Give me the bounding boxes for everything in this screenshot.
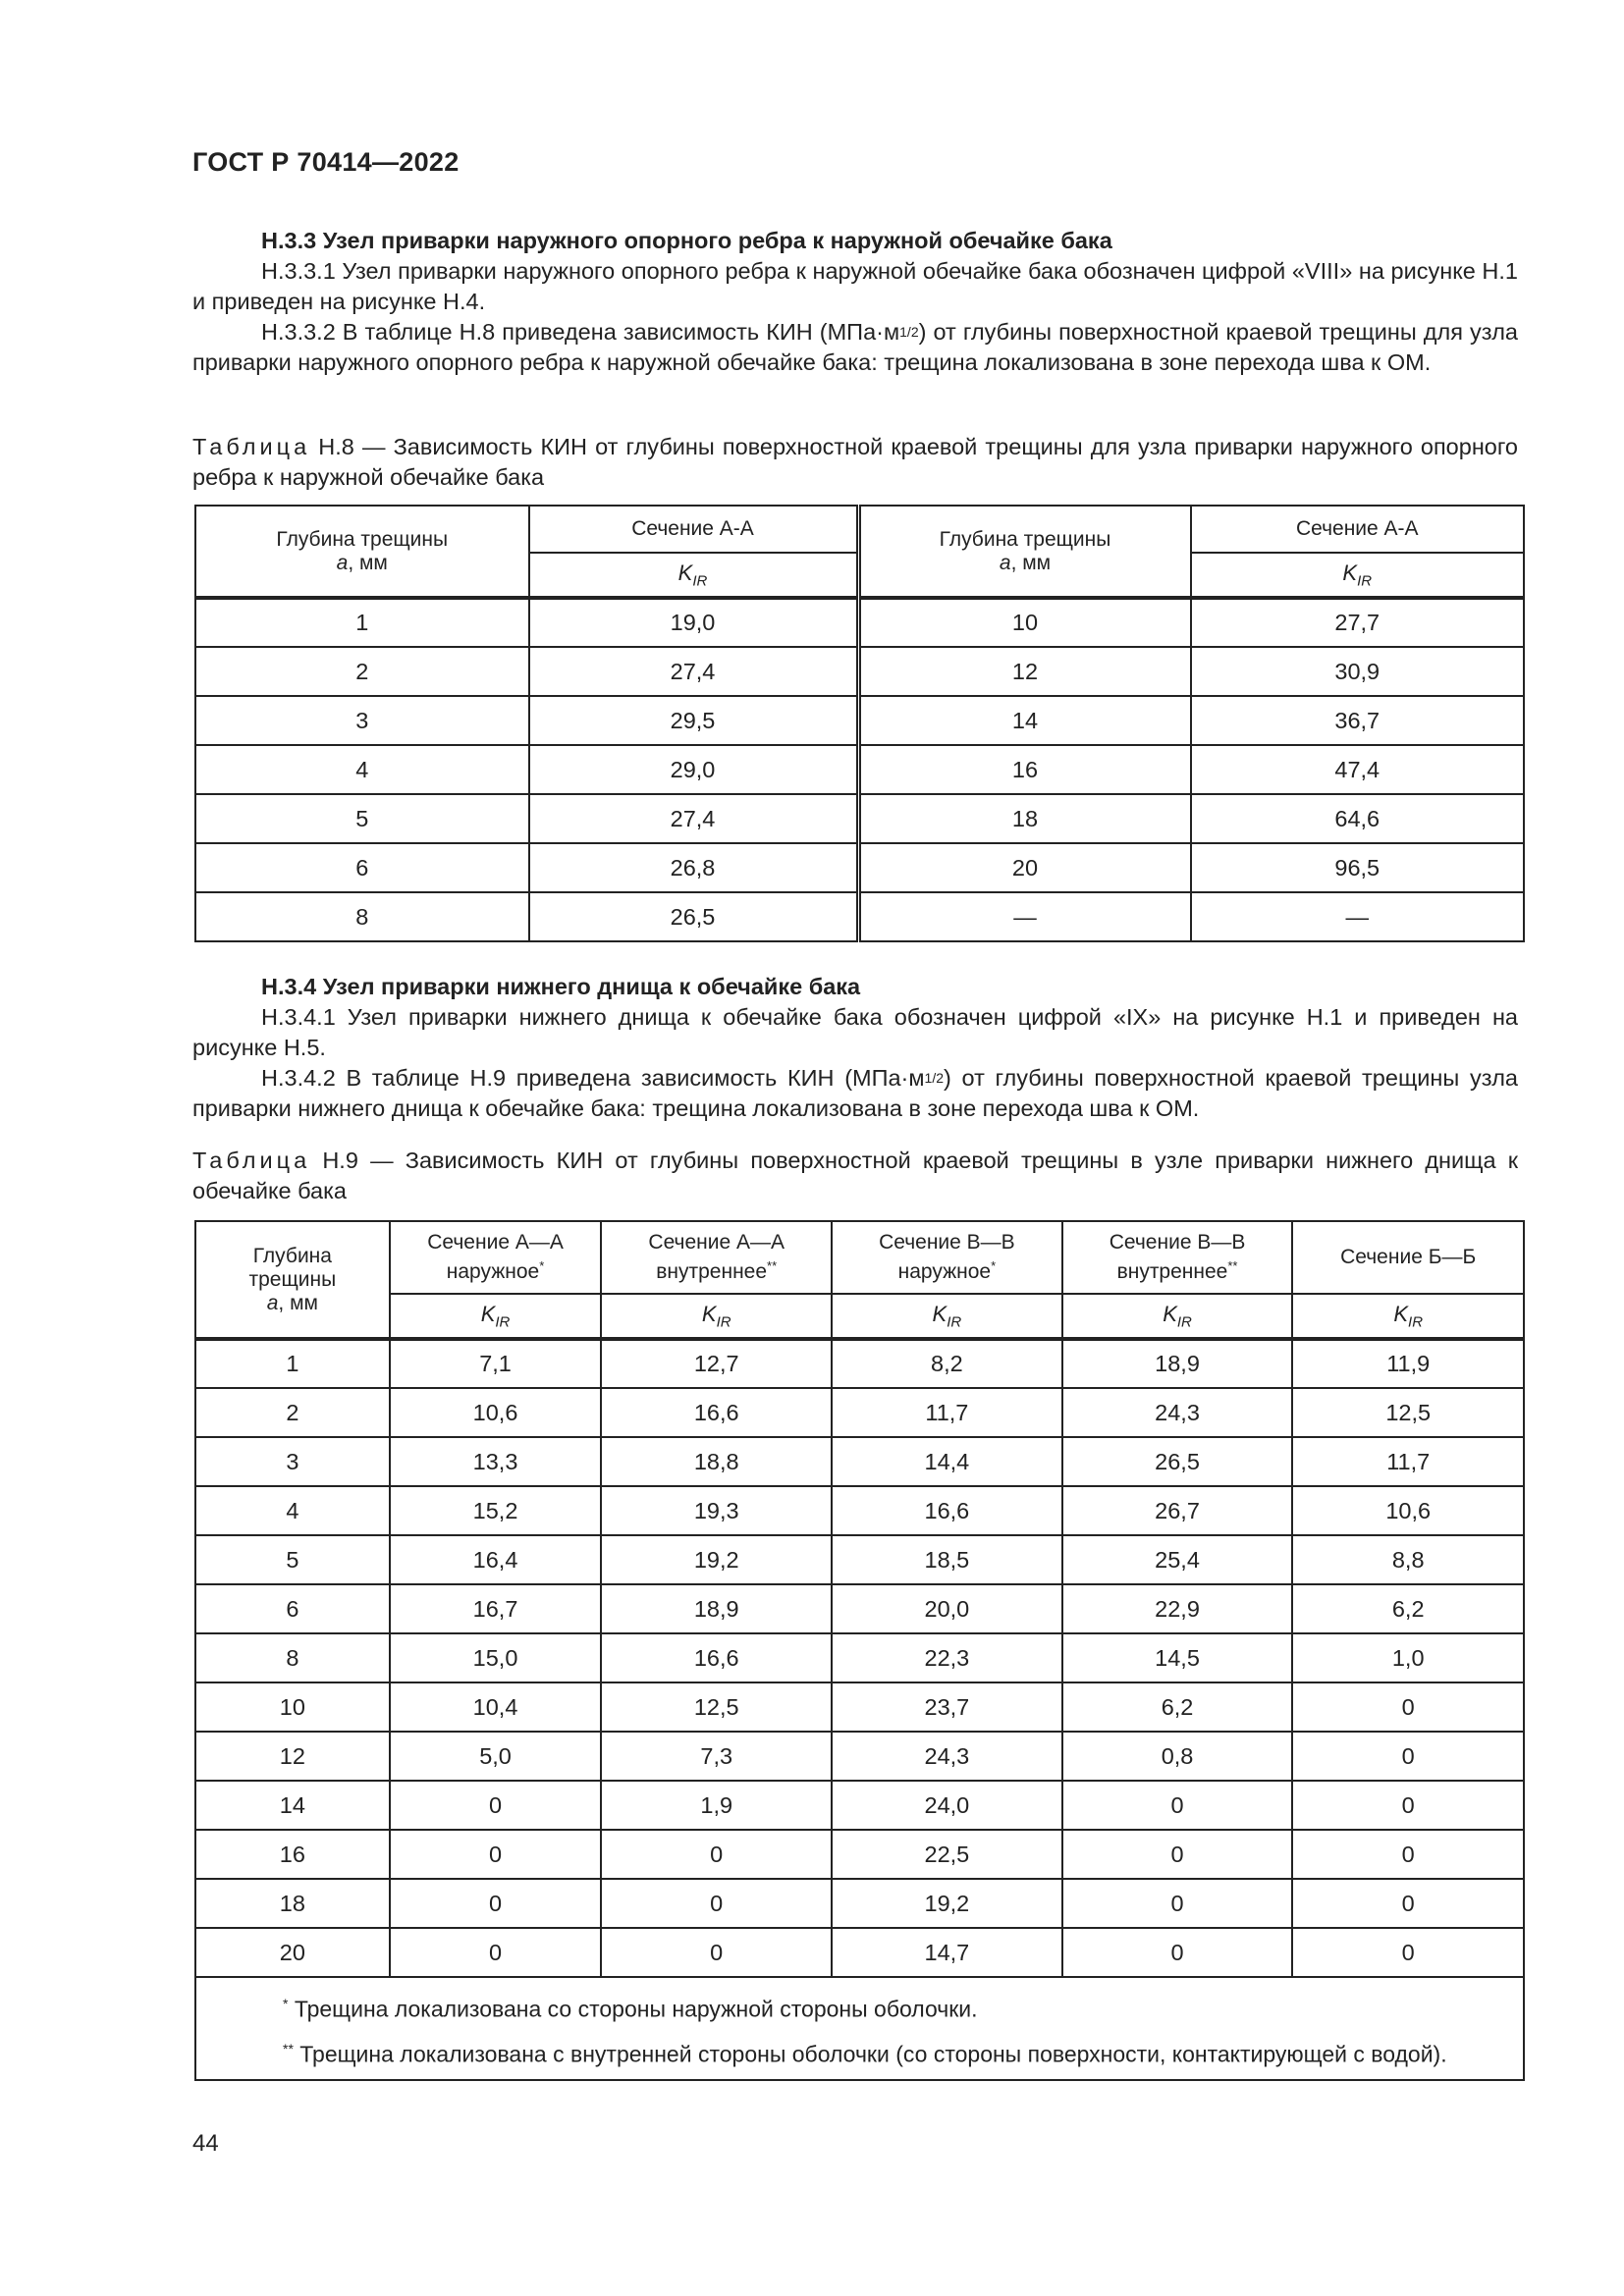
table-cell: 19,3 <box>601 1486 832 1535</box>
table-cell: 18,9 <box>601 1584 832 1633</box>
table-row <box>195 1781 1524 1830</box>
document-code: ГОСТ Р 70414—2022 <box>192 147 460 177</box>
header-text: внутреннее** <box>656 1258 778 1283</box>
table-n8 <box>194 505 1525 942</box>
table-cell: 0 <box>1292 1879 1524 1928</box>
table-cell: 14,7 <box>832 1928 1062 1977</box>
table-row <box>195 794 1524 843</box>
table-caption <box>192 1146 1518 1206</box>
table-row <box>195 1437 1524 1486</box>
table-cell: 19,2 <box>601 1535 832 1584</box>
table-cell: 25,4 <box>1062 1535 1293 1584</box>
table-cell: 0 <box>1292 1732 1524 1781</box>
table-cell: 18 <box>195 1879 390 1928</box>
caption-text: Н.8 — Зависимость КИН от глубины поверхностной краевой трещины для узла приварки наружного опорного ребра к наружной обечайке бака <box>192 434 1518 490</box>
table-cell: 12,5 <box>601 1682 832 1732</box>
table-cell: 12 <box>858 647 1191 696</box>
table-cell: 16,7 <box>390 1584 602 1633</box>
header-kir: $K_{IR}$ <box>1191 553 1525 598</box>
header-text: трещины <box>248 1267 337 1291</box>
table-row <box>195 696 1524 745</box>
header-kir: $K_{IR}$ <box>1292 1294 1524 1339</box>
section-heading: Н.3.3 Узел приварки наружного опорного ребра к наружной обечайке бака <box>261 228 1112 253</box>
paragraph: Н.3.4.1 Узел приварки нижнего днища к обечайке бака обозначен цифрой «IX» на рисунке Н.1 и приведен на рисунке Н.5. <box>192 1004 1518 1060</box>
table-n9 <box>194 1220 1525 2081</box>
table-cell: 23,7 <box>832 1682 1062 1732</box>
table-cell: 0 <box>1062 1781 1293 1830</box>
table-cell: 3 <box>195 1437 390 1486</box>
header-section <box>1062 1221 1293 1294</box>
paragraph-text: Н.3.3.2 В таблице Н.8 приведена зависимость КИН (МПа·м <box>261 319 900 345</box>
header-text: наружное* <box>446 1258 545 1283</box>
table-cell: 26,5 <box>529 892 859 941</box>
table-cell: 22,5 <box>832 1830 1062 1879</box>
table-cell: 7,3 <box>601 1732 832 1781</box>
table-cell: 6 <box>195 843 529 892</box>
table-cell: 16 <box>195 1830 390 1879</box>
table-row <box>195 1633 1524 1682</box>
header-depth <box>195 506 529 598</box>
header-text: внутреннее** <box>1116 1258 1238 1283</box>
table-cell: 24,0 <box>832 1781 1062 1830</box>
table-cell: 10,4 <box>390 1682 602 1732</box>
paragraph-text: Н.3.4.2 В таблице Н.9 приведена зависимость КИН (МПа·м <box>261 1065 925 1091</box>
superscript: 1/2 <box>924 1070 945 1086</box>
header-section: Сечение А-А <box>1191 506 1525 553</box>
table-cell: 0 <box>1292 1781 1524 1830</box>
table-cell: 14 <box>858 696 1191 745</box>
table-cell: 16,6 <box>601 1633 832 1682</box>
table-cell: 64,6 <box>1191 794 1525 843</box>
table-cell: 5,0 <box>390 1732 602 1781</box>
table-row <box>195 1535 1524 1584</box>
table-cell: 0 <box>601 1879 832 1928</box>
table-cell: 18,9 <box>1062 1339 1293 1388</box>
table-cell: 1,0 <box>1292 1633 1524 1682</box>
table-row <box>195 892 1524 941</box>
header-text: Сечение Б—Б <box>1340 1246 1477 1268</box>
paragraph-text: ) от глубины поверхностной краевой трещины узла приварки нижнего днища к обечайке бака: трещина локализована в зоне перехода шва к ОМ. <box>192 1065 1518 1121</box>
header-kir: $K_{IR}$ <box>601 1294 832 1339</box>
table-row <box>195 1486 1524 1535</box>
table-cell: 0 <box>601 1830 832 1879</box>
table-cell: 10 <box>195 1682 390 1732</box>
header-section <box>601 1221 832 1294</box>
header-text: Сечение А—А <box>427 1231 564 1254</box>
superscript: 1/2 <box>899 324 919 340</box>
table-cell: 8,8 <box>1292 1535 1524 1584</box>
table-cell: 6 <box>195 1584 390 1633</box>
caption-text: Н.9 — Зависимость КИН от глубины поверхностной краевой трещины в узле приварки нижнего днища к обечайке бака <box>192 1148 1518 1203</box>
table-cell: 8 <box>195 892 529 941</box>
header-text: a, мм <box>336 551 388 574</box>
table-cell: 18,5 <box>832 1535 1062 1584</box>
table-cell: 0 <box>390 1830 602 1879</box>
table-cell: 1 <box>195 1339 390 1388</box>
table-cell: 36,7 <box>1191 696 1525 745</box>
table-cell: 5 <box>195 1535 390 1584</box>
table-cell: 20,0 <box>832 1584 1062 1633</box>
caption-label: Таблица <box>192 1148 311 1173</box>
header-depth <box>858 506 1191 598</box>
footnote: ** Трещина локализована с внутренней стороны оболочки (со стороны поверхности, контактирующей с водой). <box>283 2040 1447 2067</box>
table-cell: 15,0 <box>390 1633 602 1682</box>
table-cell: 26,8 <box>529 843 859 892</box>
table-row <box>195 1584 1524 1633</box>
table-cell: — <box>858 892 1191 941</box>
section-n34 <box>192 972 1518 1124</box>
table-row <box>195 1830 1524 1879</box>
table-cell: 16,6 <box>601 1388 832 1437</box>
table-cell: 20 <box>195 1928 390 1977</box>
table-cell: 12 <box>195 1732 390 1781</box>
header-text: Глубина трещины <box>939 527 1111 551</box>
table-cell: 96,5 <box>1191 843 1525 892</box>
header-kir: $K_{IR}$ <box>529 553 859 598</box>
table-row <box>195 745 1524 794</box>
table-cell: — <box>1191 892 1525 941</box>
table-cell: 27,4 <box>529 794 859 843</box>
paragraph-text: ) от глубины поверхностной краевой трещины для узла приварки наружного опорного ребра к наружной обечайке бака: трещина локализована в зоне перехода шва к ОМ. <box>192 319 1518 375</box>
table-cell: 0 <box>1292 1830 1524 1879</box>
table-caption <box>192 432 1518 493</box>
table-row <box>195 843 1524 892</box>
table-cell: 29,5 <box>529 696 859 745</box>
table-cell: 24,3 <box>1062 1388 1293 1437</box>
table-row <box>195 1879 1524 1928</box>
paragraph <box>192 317 1518 378</box>
table-cell: 26,5 <box>1062 1437 1293 1486</box>
table-cell: 18,8 <box>601 1437 832 1486</box>
header-text: Сечение А—А <box>648 1231 785 1254</box>
header-section <box>390 1221 602 1294</box>
table-cell: 8 <box>195 1633 390 1682</box>
table-cell: 0 <box>601 1928 832 1977</box>
table-cell: 0 <box>1062 1928 1293 1977</box>
table-row <box>195 598 1524 647</box>
paragraph: Н.3.3.1 Узел приварки наружного опорного ребра к наружной обечайке бака обозначен цифрой «VIII» на рисунке Н.1 и приведен на рисунке Н.4. <box>192 258 1518 314</box>
section-heading: Н.3.4 Узел приварки нижнего днища к обечайке бака <box>261 974 861 999</box>
table-cell: 30,9 <box>1191 647 1525 696</box>
table-row <box>195 1388 1524 1437</box>
table-cell: 10 <box>858 598 1191 647</box>
table-cell: 4 <box>195 1486 390 1535</box>
table-cell: 12,7 <box>601 1339 832 1388</box>
table-cell: 16,6 <box>832 1486 1062 1535</box>
table-cell: 14 <box>195 1781 390 1830</box>
table-cell: 6,2 <box>1292 1584 1524 1633</box>
table-cell: 12,5 <box>1292 1388 1524 1437</box>
table-cell: 19,2 <box>832 1879 1062 1928</box>
header-text: Сечение В—В <box>879 1231 1015 1254</box>
header-text: Глубина <box>252 1244 332 1267</box>
table-cell: 10,6 <box>390 1388 602 1437</box>
table-cell: 14,4 <box>832 1437 1062 1486</box>
table-cell: 14,5 <box>1062 1633 1293 1682</box>
table-cell: 47,4 <box>1191 745 1525 794</box>
table-cell: 11,7 <box>1292 1437 1524 1486</box>
table-cell: 0 <box>390 1879 602 1928</box>
table-cell: 22,3 <box>832 1633 1062 1682</box>
header-kir: $K_{IR}$ <box>390 1294 602 1339</box>
table-row <box>195 1339 1524 1388</box>
table-cell: 0 <box>1292 1928 1524 1977</box>
table-cell: 4 <box>195 745 529 794</box>
table-cell: 0 <box>390 1781 602 1830</box>
table-cell: 0,8 <box>1062 1732 1293 1781</box>
table-cell: 22,9 <box>1062 1584 1293 1633</box>
table-cell: 1 <box>195 598 529 647</box>
header-kir: $K_{IR}$ <box>832 1294 1062 1339</box>
header-text: Сечение В—В <box>1109 1231 1246 1254</box>
table-cell: 0 <box>1292 1682 1524 1732</box>
table-cell: 3 <box>195 696 529 745</box>
header-text: a, мм <box>266 1291 318 1314</box>
caption-label: Таблица <box>192 434 311 459</box>
table-cell: 6,2 <box>1062 1682 1293 1732</box>
header-kir: $K_{IR}$ <box>1062 1294 1293 1339</box>
table-cell: 0 <box>390 1928 602 1977</box>
table-footnotes <box>195 1977 1524 2080</box>
table-cell: 0 <box>1062 1830 1293 1879</box>
table-cell: 20 <box>858 843 1191 892</box>
table-cell: 19,0 <box>529 598 859 647</box>
table-cell: 7,1 <box>390 1339 602 1388</box>
header-depth <box>195 1221 390 1339</box>
table-cell: 10,6 <box>1292 1486 1524 1535</box>
table-cell: 26,7 <box>1062 1486 1293 1535</box>
table-cell: 11,9 <box>1292 1339 1524 1388</box>
header-text: Глубина трещины <box>276 527 449 551</box>
table-cell: 27,4 <box>529 647 859 696</box>
table-cell: 0 <box>1062 1879 1293 1928</box>
header-text: наружное* <box>897 1258 997 1283</box>
table-cell: 13,3 <box>390 1437 602 1486</box>
table-cell: 8,2 <box>832 1339 1062 1388</box>
table-cell: 16 <box>858 745 1191 794</box>
table-cell: 16,4 <box>390 1535 602 1584</box>
table-cell: 5 <box>195 794 529 843</box>
section-n33 <box>192 226 1518 378</box>
header-section <box>832 1221 1062 1294</box>
header-text: a, мм <box>999 551 1052 574</box>
table-cell: 18 <box>858 794 1191 843</box>
table-cell: 2 <box>195 647 529 696</box>
table-cell: 2 <box>195 1388 390 1437</box>
table-cell: 24,3 <box>832 1732 1062 1781</box>
table-cell: 29,0 <box>529 745 859 794</box>
table-row <box>195 1732 1524 1781</box>
header-section: Сечение А-А <box>529 506 859 553</box>
table-cell: 15,2 <box>390 1486 602 1535</box>
table-cell: 11,7 <box>832 1388 1062 1437</box>
header-section <box>1292 1221 1524 1294</box>
table-cell: 1,9 <box>601 1781 832 1830</box>
page-number: 44 <box>192 2130 219 2157</box>
table-row <box>195 1682 1524 1732</box>
paragraph <box>192 1063 1518 1124</box>
table-row <box>195 1928 1524 1977</box>
footnote: * Трещина локализована со стороны наружной стороны оболочки. <box>283 1996 978 2022</box>
table-row <box>195 647 1524 696</box>
table-cell: 27,7 <box>1191 598 1525 647</box>
